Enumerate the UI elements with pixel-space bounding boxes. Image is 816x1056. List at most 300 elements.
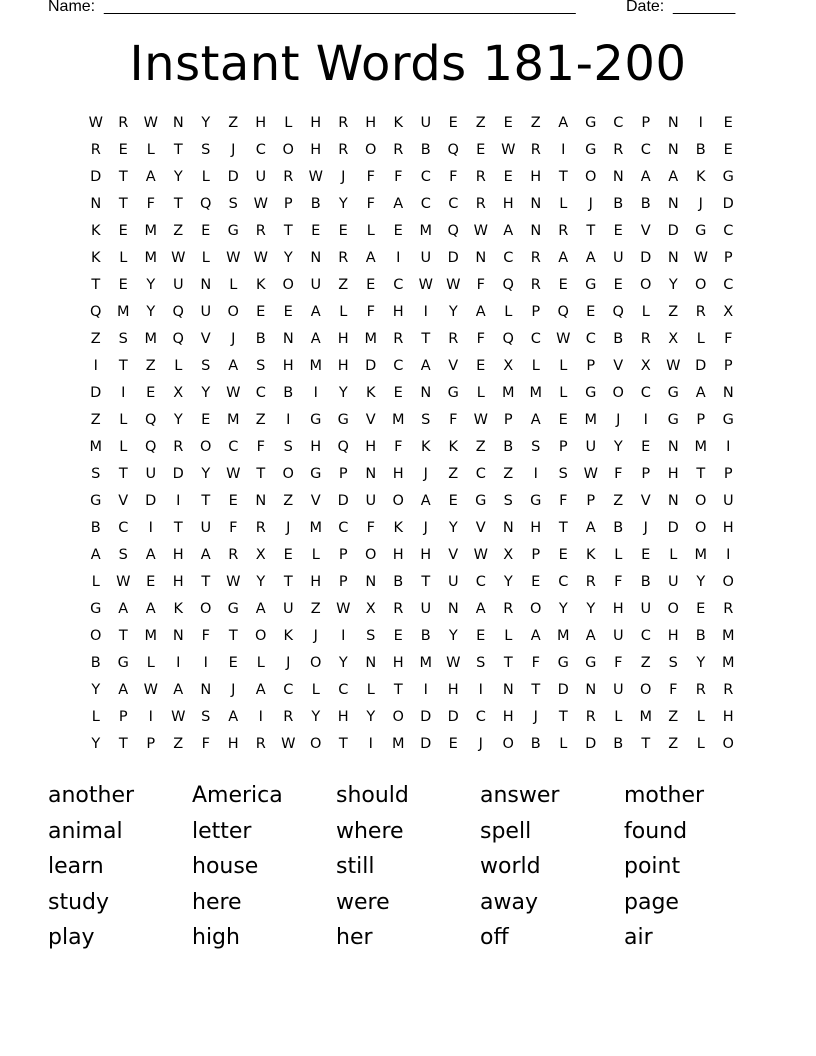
grid-letter[interactable]: T	[201, 574, 211, 590]
grid-letter[interactable]: Q	[447, 223, 459, 239]
grid-letter[interactable]: K	[695, 169, 706, 185]
grid-letter[interactable]: F	[146, 196, 155, 212]
grid-letter[interactable]: Z	[145, 358, 156, 374]
grid-letter[interactable]: Y	[338, 655, 348, 671]
grid-letter[interactable]: X	[503, 358, 514, 374]
grid-letter[interactable]: H	[337, 358, 349, 374]
grid-letter[interactable]: L	[119, 439, 128, 455]
grid-letter[interactable]: A	[365, 250, 376, 266]
grid-letter[interactable]: U	[722, 493, 734, 509]
grid-letter[interactable]: P	[118, 709, 128, 725]
grid-letter[interactable]: O	[255, 628, 267, 644]
grid-letter[interactable]: H	[612, 601, 624, 617]
grid-letter[interactable]: F	[476, 277, 485, 293]
grid-letter[interactable]: I	[561, 142, 566, 158]
grid-letter[interactable]: C	[640, 628, 651, 644]
grid-letter[interactable]: T	[531, 682, 541, 698]
grid-letter[interactable]: R	[558, 223, 569, 239]
grid-letter[interactable]: A	[530, 628, 541, 644]
grid-letter[interactable]: T	[421, 574, 431, 590]
grid-letter[interactable]: M	[116, 304, 130, 320]
grid-letter[interactable]: F	[476, 331, 485, 347]
grid-letter[interactable]: M	[529, 385, 542, 401]
grid-letter[interactable]: E	[146, 385, 156, 401]
grid-letter[interactable]: N	[365, 466, 377, 482]
grid-letter[interactable]: K	[585, 547, 596, 563]
grid-letter[interactable]: R	[338, 115, 349, 131]
grid-letter[interactable]: M	[144, 628, 157, 644]
grid-letter[interactable]: T	[338, 736, 348, 752]
grid-letter[interactable]: N	[172, 628, 184, 644]
grid-letter[interactable]: X	[640, 358, 651, 374]
grid-letter[interactable]: R	[283, 169, 294, 185]
grid-letter[interactable]: P	[531, 547, 541, 563]
grid-letter[interactable]: Z	[475, 115, 486, 131]
grid-letter[interactable]: I	[478, 682, 483, 698]
grid-letter[interactable]: Z	[338, 277, 349, 293]
grid-letter[interactable]: Q	[447, 142, 459, 158]
grid-letter[interactable]: W	[693, 250, 708, 266]
grid-letter[interactable]: L	[559, 385, 568, 401]
grid-letter[interactable]: M	[584, 412, 597, 428]
grid-letter[interactable]: U	[365, 493, 377, 509]
grid-letter[interactable]: C	[640, 385, 651, 401]
grid-letter[interactable]: W	[446, 655, 461, 671]
grid-letter[interactable]: X	[503, 547, 514, 563]
grid-letter[interactable]: U	[255, 169, 267, 185]
grid-letter[interactable]: W	[171, 709, 186, 725]
grid-letter[interactable]: F	[366, 169, 375, 185]
grid-letter[interactable]: L	[256, 655, 265, 671]
grid-letter[interactable]: C	[338, 520, 349, 536]
grid-letter[interactable]: D	[585, 736, 597, 752]
grid-letter[interactable]: N	[310, 250, 322, 266]
date-field[interactable]: _______	[673, 0, 736, 15]
grid-letter[interactable]: H	[255, 115, 267, 131]
grid-letter[interactable]: G	[557, 655, 569, 671]
grid-letter[interactable]: A	[420, 493, 431, 509]
grid-letter[interactable]: H	[310, 439, 322, 455]
grid-letter[interactable]: N	[475, 250, 487, 266]
grid-letter[interactable]: K	[173, 601, 183, 617]
grid-letter[interactable]: G	[475, 493, 487, 509]
grid-letter[interactable]: M	[364, 331, 377, 347]
grid-letter[interactable]: B	[283, 385, 294, 401]
grid-letter[interactable]: M	[309, 520, 322, 536]
grid-letter[interactable]: J	[313, 628, 318, 644]
grid-letter[interactable]: L	[476, 385, 485, 401]
grid-letter[interactable]: P	[586, 358, 596, 374]
grid-letter[interactable]: U	[667, 574, 679, 590]
grid-letter[interactable]: R	[640, 331, 651, 347]
grid-letter[interactable]: T	[393, 682, 403, 698]
grid-letter[interactable]: W	[336, 601, 351, 617]
grid-letter[interactable]: P	[558, 439, 568, 455]
grid-letter[interactable]: C	[228, 439, 239, 455]
grid-letter[interactable]: A	[393, 196, 404, 212]
grid-letter[interactable]: E	[558, 412, 568, 428]
grid-letter[interactable]: H	[502, 196, 514, 212]
grid-letter[interactable]: Y	[448, 520, 458, 536]
grid-letter[interactable]: I	[203, 655, 208, 671]
grid-letter[interactable]: J	[341, 169, 346, 185]
grid-letter[interactable]: C	[613, 115, 624, 131]
grid-letter[interactable]: Y	[448, 628, 458, 644]
grid-letter[interactable]: F	[394, 169, 403, 185]
grid-letter[interactable]: Y	[668, 277, 678, 293]
grid-letter[interactable]: N	[282, 331, 294, 347]
grid-letter[interactable]: O	[282, 277, 294, 293]
grid-letter[interactable]: H	[365, 439, 377, 455]
grid-letter[interactable]: V	[640, 223, 651, 239]
grid-letter[interactable]: F	[366, 304, 375, 320]
grid-letter[interactable]: L	[311, 547, 320, 563]
grid-letter[interactable]: G	[447, 385, 459, 401]
grid-letter[interactable]: E	[283, 547, 293, 563]
grid-letter[interactable]: K	[393, 115, 403, 131]
grid-letter[interactable]: T	[118, 358, 128, 374]
grid-letter[interactable]: G	[310, 412, 322, 428]
grid-letter[interactable]: T	[558, 169, 568, 185]
grid-letter[interactable]: W	[253, 250, 268, 266]
grid-letter[interactable]: N	[667, 439, 679, 455]
grid-letter[interactable]: T	[173, 196, 183, 212]
grid-letter[interactable]: C	[255, 385, 266, 401]
grid-letter[interactable]: S	[201, 358, 211, 374]
grid-letter[interactable]: P	[723, 250, 733, 266]
grid-letter[interactable]: L	[229, 277, 238, 293]
grid-letter[interactable]: T	[696, 466, 706, 482]
grid-letter[interactable]: B	[90, 655, 101, 671]
grid-letter[interactable]: W	[473, 547, 488, 563]
grid-letter[interactable]: Z	[640, 655, 651, 671]
grid-letter[interactable]: T	[201, 493, 211, 509]
grid-letter[interactable]: S	[283, 439, 293, 455]
grid-letter[interactable]: M	[391, 412, 405, 428]
grid-letter[interactable]: C	[118, 520, 129, 536]
grid-letter[interactable]: P	[696, 412, 706, 428]
grid-letter[interactable]: Y	[366, 709, 376, 725]
grid-letter[interactable]: N	[667, 196, 679, 212]
grid-letter[interactable]: Y	[311, 709, 321, 725]
grid-letter[interactable]: I	[176, 655, 181, 671]
grid-letter[interactable]: T	[586, 223, 596, 239]
grid-letter[interactable]: F	[449, 412, 458, 428]
grid-letter[interactable]: J	[286, 520, 291, 536]
grid-letter[interactable]: R	[90, 142, 101, 158]
grid-letter[interactable]: Y	[256, 574, 266, 590]
grid-letter[interactable]: E	[283, 304, 293, 320]
grid-letter[interactable]: R	[338, 142, 349, 158]
grid-letter[interactable]: O	[392, 709, 404, 725]
grid-letter[interactable]: Z	[475, 439, 486, 455]
grid-letter[interactable]: Y	[91, 736, 101, 752]
grid-letter[interactable]: J	[231, 682, 236, 698]
grid-letter[interactable]: N	[502, 520, 514, 536]
grid-letter[interactable]: H	[172, 547, 184, 563]
grid-letter[interactable]: E	[613, 277, 623, 293]
grid-letter[interactable]: O	[310, 655, 322, 671]
grid-letter[interactable]: U	[420, 115, 432, 131]
grid-letter[interactable]: A	[420, 358, 431, 374]
grid-letter[interactable]: J	[423, 466, 428, 482]
grid-letter[interactable]: F	[614, 466, 623, 482]
grid-letter[interactable]: E	[228, 493, 238, 509]
grid-letter[interactable]: O	[640, 682, 652, 698]
grid-letter[interactable]: U	[585, 439, 597, 455]
grid-letter[interactable]: V	[475, 520, 486, 536]
grid-letter[interactable]: L	[696, 736, 705, 752]
grid-letter[interactable]: D	[722, 196, 734, 212]
grid-letter[interactable]: A	[585, 520, 596, 536]
grid-letter[interactable]: U	[200, 304, 212, 320]
grid-letter[interactable]: F	[201, 736, 210, 752]
grid-letter[interactable]: B	[503, 439, 514, 455]
grid-letter[interactable]: F	[614, 574, 623, 590]
grid-letter[interactable]: O	[200, 601, 212, 617]
grid-letter[interactable]: R	[723, 682, 734, 698]
grid-letter[interactable]: P	[338, 574, 348, 590]
grid-letter[interactable]: N	[530, 196, 542, 212]
grid-letter[interactable]: P	[641, 466, 651, 482]
grid-letter[interactable]: T	[118, 466, 128, 482]
grid-letter[interactable]: Q	[557, 304, 569, 320]
grid-letter[interactable]: P	[586, 493, 596, 509]
grid-letter[interactable]: L	[504, 304, 513, 320]
grid-letter[interactable]: H	[530, 520, 542, 536]
grid-letter[interactable]: B	[695, 628, 706, 644]
grid-letter[interactable]: S	[256, 358, 266, 374]
grid-letter[interactable]: W	[473, 223, 488, 239]
grid-letter[interactable]: S	[503, 493, 513, 509]
grid-letter[interactable]: H	[667, 628, 679, 644]
grid-letter[interactable]: G	[90, 601, 102, 617]
grid-letter[interactable]: E	[393, 628, 403, 644]
grid-letter[interactable]: P	[338, 466, 348, 482]
grid-letter[interactable]: I	[93, 358, 98, 374]
grid-letter[interactable]: T	[118, 196, 128, 212]
grid-letter[interactable]: N	[667, 142, 679, 158]
grid-letter[interactable]: O	[695, 520, 707, 536]
grid-letter[interactable]: H	[365, 115, 377, 131]
grid-letter[interactable]: E	[338, 223, 348, 239]
grid-letter[interactable]: M	[144, 223, 157, 239]
grid-letter[interactable]: H	[227, 736, 239, 752]
grid-letter[interactable]: C	[640, 142, 651, 158]
grid-letter[interactable]: L	[559, 358, 568, 374]
grid-letter[interactable]: V	[640, 493, 651, 509]
grid-letter[interactable]: E	[146, 574, 156, 590]
grid-letter[interactable]: H	[172, 574, 184, 590]
grid-letter[interactable]: L	[696, 331, 705, 347]
grid-letter[interactable]: N	[667, 250, 679, 266]
grid-letter[interactable]: W	[418, 277, 433, 293]
grid-letter[interactable]: G	[585, 655, 597, 671]
grid-letter[interactable]: P	[723, 466, 733, 482]
grid-letter[interactable]: U	[145, 466, 157, 482]
grid-letter[interactable]: L	[559, 736, 568, 752]
grid-letter[interactable]: F	[559, 493, 568, 509]
grid-letter[interactable]: R	[448, 331, 459, 347]
grid-letter[interactable]: A	[173, 682, 184, 698]
grid-letter[interactable]: U	[420, 601, 432, 617]
name-field[interactable]: _____________________________________________________	[104, 0, 576, 15]
grid-letter[interactable]: G	[117, 655, 129, 671]
grid-letter[interactable]: A	[695, 385, 706, 401]
grid-letter[interactable]: Q	[502, 331, 514, 347]
grid-letter[interactable]: C	[585, 331, 596, 347]
grid-letter[interactable]: R	[530, 250, 541, 266]
grid-letter[interactable]: K	[420, 439, 431, 455]
grid-letter[interactable]: E	[448, 493, 458, 509]
grid-letter[interactable]: E	[641, 547, 651, 563]
grid-letter[interactable]: Z	[283, 493, 294, 509]
grid-letter[interactable]: P	[723, 358, 733, 374]
grid-letter[interactable]: H	[310, 115, 322, 131]
grid-letter[interactable]: E	[613, 223, 623, 239]
grid-letter[interactable]: T	[421, 331, 431, 347]
grid-letter[interactable]: D	[365, 358, 377, 374]
grid-letter[interactable]: E	[118, 142, 128, 158]
grid-letter[interactable]: E	[696, 601, 706, 617]
grid-letter[interactable]: R	[695, 304, 706, 320]
grid-letter[interactable]: L	[174, 358, 183, 374]
grid-letter[interactable]: Z	[668, 304, 679, 320]
grid-letter[interactable]: N	[585, 682, 597, 698]
grid-letter[interactable]: R	[393, 601, 404, 617]
grid-letter[interactable]: E	[393, 223, 403, 239]
grid-letter[interactable]: B	[613, 196, 624, 212]
grid-letter[interactable]: X	[173, 385, 184, 401]
grid-letter[interactable]: C	[723, 223, 734, 239]
grid-letter[interactable]: T	[173, 142, 183, 158]
grid-letter[interactable]: S	[201, 142, 211, 158]
grid-letter[interactable]: C	[283, 682, 294, 698]
grid-letter[interactable]: C	[393, 358, 404, 374]
grid-letter[interactable]: A	[118, 601, 129, 617]
grid-letter[interactable]: Y	[146, 304, 156, 320]
grid-letter[interactable]: B	[255, 331, 266, 347]
grid-letter[interactable]: R	[530, 142, 541, 158]
grid-letter[interactable]: L	[339, 304, 348, 320]
grid-letter[interactable]: T	[173, 520, 183, 536]
grid-letter[interactable]: E	[503, 115, 513, 131]
grid-letter[interactable]: O	[695, 493, 707, 509]
grid-letter[interactable]: X	[255, 547, 266, 563]
grid-letter[interactable]: V	[448, 358, 459, 374]
grid-letter[interactable]: G	[585, 142, 597, 158]
grid-letter[interactable]: C	[255, 142, 266, 158]
grid-letter[interactable]: A	[668, 169, 679, 185]
grid-letter[interactable]: Y	[338, 385, 348, 401]
grid-letter[interactable]: B	[613, 736, 624, 752]
grid-letter[interactable]: W	[226, 250, 241, 266]
grid-letter[interactable]: T	[91, 277, 101, 293]
grid-letter[interactable]: A	[310, 331, 321, 347]
grid-letter[interactable]: P	[338, 547, 348, 563]
grid-letter[interactable]: O	[310, 736, 322, 752]
grid-letter[interactable]: R	[613, 142, 624, 158]
grid-letter[interactable]: H	[392, 304, 404, 320]
grid-letter[interactable]: A	[585, 250, 596, 266]
grid-letter[interactable]: H	[530, 169, 542, 185]
grid-letter[interactable]: E	[311, 223, 321, 239]
grid-letter[interactable]: N	[365, 655, 377, 671]
grid-letter[interactable]: J	[588, 196, 593, 212]
grid-letter[interactable]: A	[530, 412, 541, 428]
grid-letter[interactable]: C	[448, 196, 459, 212]
grid-letter[interactable]: D	[420, 709, 432, 725]
grid-letter[interactable]: K	[255, 277, 266, 293]
grid-letter[interactable]: N	[365, 574, 377, 590]
grid-letter[interactable]: L	[201, 250, 210, 266]
grid-letter[interactable]: Q	[172, 331, 184, 347]
grid-letter[interactable]: N	[612, 169, 624, 185]
grid-letter[interactable]: F	[614, 655, 623, 671]
grid-letter[interactable]: U	[420, 250, 432, 266]
grid-letter[interactable]: E	[476, 628, 486, 644]
grid-letter[interactable]: R	[585, 709, 596, 725]
grid-letter[interactable]: W	[281, 736, 296, 752]
grid-letter[interactable]: N	[667, 115, 679, 131]
grid-letter[interactable]: Y	[91, 682, 101, 698]
grid-letter[interactable]: H	[392, 655, 404, 671]
grid-letter[interactable]: B	[420, 628, 431, 644]
grid-letter[interactable]: A	[118, 682, 129, 698]
grid-letter[interactable]: U	[447, 574, 459, 590]
grid-letter[interactable]: L	[119, 412, 128, 428]
grid-letter[interactable]: B	[695, 142, 706, 158]
grid-letter[interactable]: G	[310, 466, 322, 482]
grid-letter[interactable]: R	[173, 439, 184, 455]
grid-letter[interactable]: A	[310, 304, 321, 320]
grid-letter[interactable]: R	[723, 601, 734, 617]
grid-letter[interactable]: O	[695, 277, 707, 293]
grid-letter[interactable]: T	[641, 736, 651, 752]
grid-letter[interactable]: M	[89, 439, 102, 455]
grid-letter[interactable]: W	[171, 250, 186, 266]
grid-letter[interactable]: L	[504, 628, 513, 644]
grid-letter[interactable]: A	[145, 547, 156, 563]
grid-letter[interactable]: H	[337, 709, 349, 725]
grid-letter[interactable]: N	[200, 277, 212, 293]
grid-letter[interactable]: M	[694, 547, 707, 563]
grid-letter[interactable]: I	[396, 250, 401, 266]
grid-letter[interactable]: B	[640, 574, 651, 590]
grid-letter[interactable]: W	[583, 466, 598, 482]
grid-letter[interactable]: E	[531, 574, 541, 590]
grid-letter[interactable]: U	[310, 277, 322, 293]
grid-letter[interactable]: B	[613, 331, 624, 347]
grid-letter[interactable]: U	[640, 601, 652, 617]
grid-letter[interactable]: F	[669, 682, 678, 698]
grid-letter[interactable]: F	[366, 196, 375, 212]
grid-letter[interactable]: L	[559, 196, 568, 212]
grid-letter[interactable]: Z	[228, 115, 239, 131]
grid-letter[interactable]: U	[172, 277, 184, 293]
grid-letter[interactable]: I	[726, 439, 731, 455]
grid-letter[interactable]: I	[726, 547, 731, 563]
grid-letter[interactable]: M	[391, 736, 405, 752]
grid-letter[interactable]: J	[478, 736, 483, 752]
grid-letter[interactable]: H	[420, 547, 432, 563]
grid-letter[interactable]: W	[226, 574, 241, 590]
grid-letter[interactable]: L	[641, 304, 650, 320]
grid-letter[interactable]: I	[533, 466, 538, 482]
grid-letter[interactable]: I	[148, 520, 153, 536]
grid-letter[interactable]: E	[476, 142, 486, 158]
grid-letter[interactable]: D	[337, 493, 349, 509]
